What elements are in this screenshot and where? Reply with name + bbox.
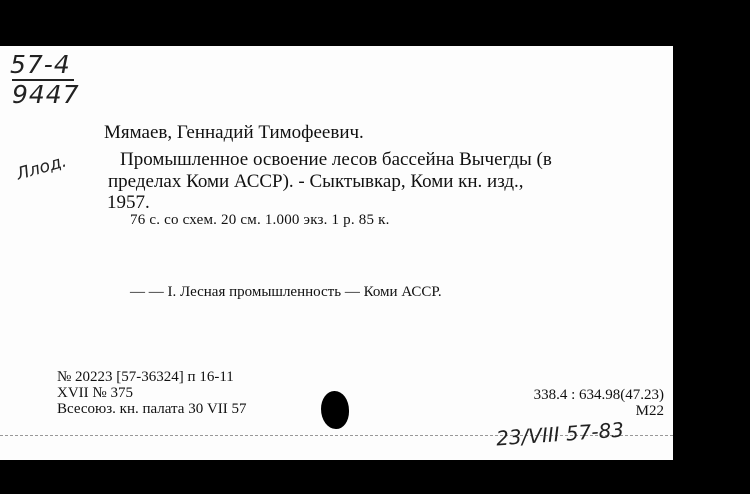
registration-line-2: XVII № 375 [57, 385, 133, 401]
call-number-bottom: 9447 [12, 80, 80, 109]
title-line-3: 1957. [107, 192, 150, 213]
classification-mark: М22 [635, 403, 664, 419]
title-line-2: пределах Коми АССР). - Сыктывкар, Коми кн. изд., [108, 171, 524, 192]
handwritten-margin-note: Ллод. [14, 151, 69, 185]
classification-index: 338.4 : 634.98(47.23) [533, 387, 664, 403]
author-heading: Мямаев, Геннадий Тимофеевич. [104, 122, 364, 143]
handwritten-date-note: 23/VIII 57-83 [495, 417, 625, 451]
call-number-top: 57-4 [10, 50, 71, 79]
title-line-1: Промышленное освоение лесов бассейна Вычегды (в [120, 149, 552, 170]
ink-blot [321, 391, 349, 429]
registration-line-1: № 20223 [57-36324] п 16-11 [57, 369, 234, 385]
subject-heading: — — I. Лесная промышленность — Коми АССР. [130, 284, 442, 300]
registration-line-3: Всесоюз. кн. палата 30 VII 57 [57, 401, 247, 417]
catalog-card [0, 46, 673, 460]
physical-description: 76 с. со схем. 20 см. 1.000 экз. 1 р. 85 к. [130, 212, 390, 228]
